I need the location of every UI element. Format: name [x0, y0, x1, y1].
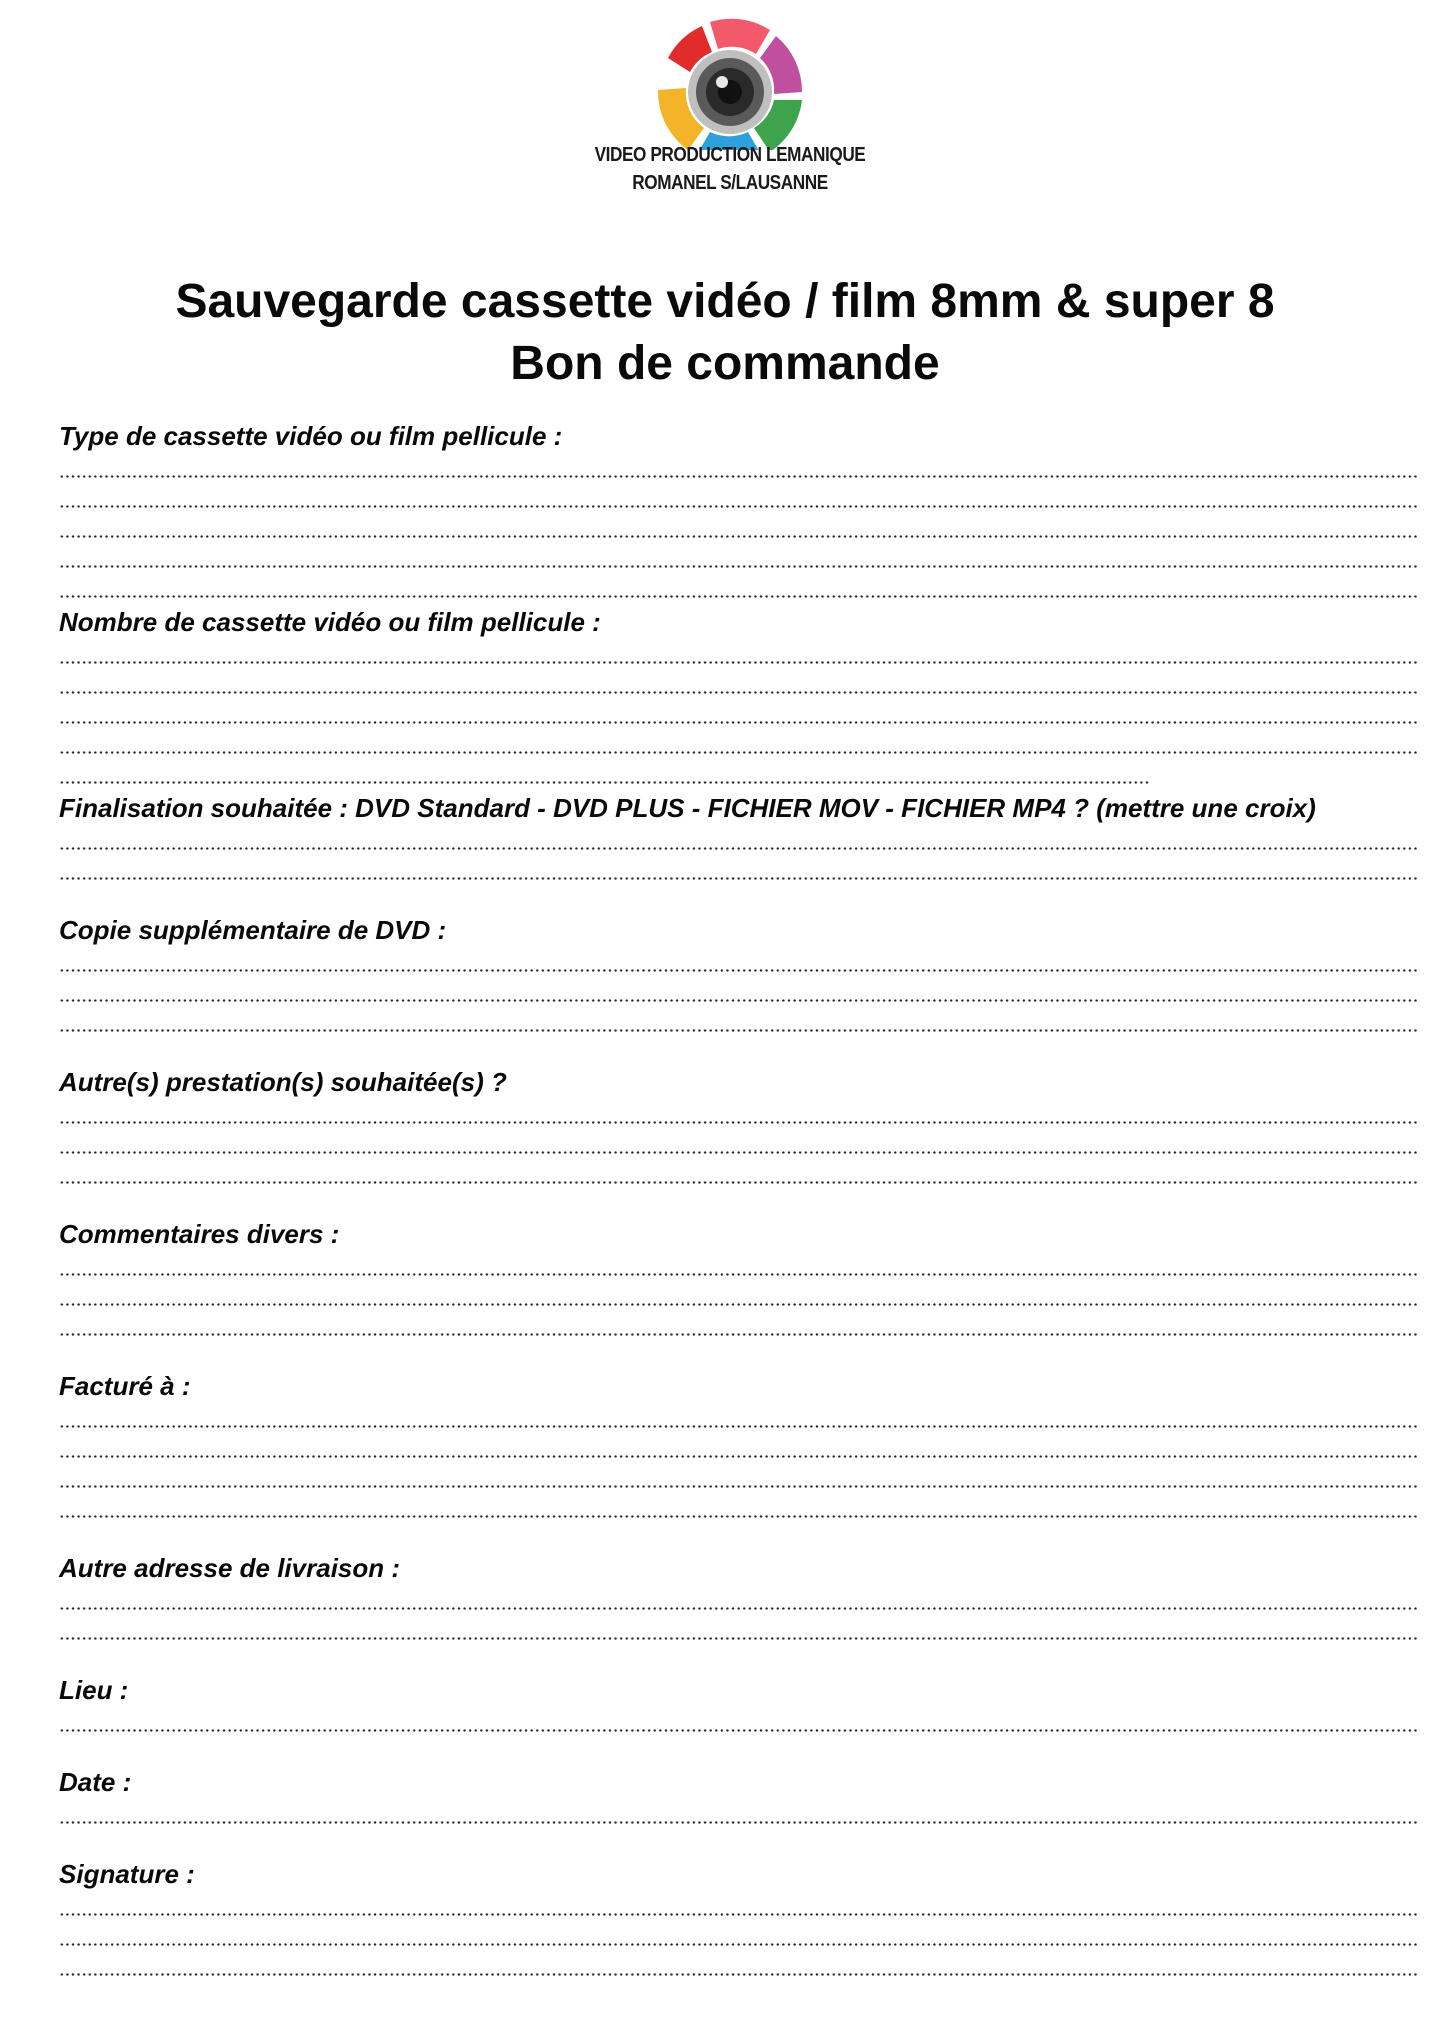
section-signature — [59, 1856, 1419, 1982]
commentaires-line-1[interactable] — [59, 1252, 1419, 1282]
copie-dvd-line-3[interactable] — [59, 1008, 1419, 1038]
company-logo — [560, 0, 900, 210]
page-title: Sauvegarde cassette vidéo / film 8mm & super 8 — [175, 275, 1275, 328]
facture-line-2[interactable] — [59, 1434, 1419, 1464]
camera-lens-logo-icon — [560, 0, 900, 150]
facture-label: Facturé à : — [59, 1371, 191, 1401]
livraison-label: Autre adresse de livraison : — [59, 1553, 401, 1583]
section-copie-dvd — [59, 912, 1419, 1038]
type-cassette-line-2[interactable] — [59, 484, 1419, 514]
signature-line-1[interactable] — [59, 1892, 1419, 1922]
copie-dvd-line-2[interactable] — [59, 978, 1419, 1008]
section-livraison — [59, 1550, 1419, 1646]
autre-prestation-line-2[interactable] — [59, 1130, 1419, 1160]
type-cassette-line-4[interactable] — [59, 544, 1419, 574]
signature-line-3[interactable] — [59, 1952, 1419, 1982]
page-subtitle: Bon de commande — [510, 337, 940, 390]
signature-label: Signature : — [59, 1859, 195, 1889]
date-line-1[interactable] — [59, 1800, 1419, 1830]
section-finalisation — [59, 790, 1419, 886]
nombre-cassette-line-1[interactable] — [59, 640, 1419, 670]
facture-line-3[interactable] — [59, 1464, 1419, 1494]
signature-line-2[interactable] — [59, 1922, 1419, 1952]
copie-dvd-label: Copie supplémentaire de DVD : — [59, 915, 447, 945]
facture-line-4[interactable] — [59, 1494, 1419, 1524]
logo-company-location: ROMANEL S/LAUSANNE — [632, 172, 828, 194]
type-cassette-line-1[interactable] — [59, 454, 1419, 484]
nombre-cassette-line-4[interactable] — [59, 730, 1419, 760]
commentaires-label: Commentaires divers : — [59, 1219, 340, 1249]
section-nombre-cassette — [59, 604, 1419, 790]
finalisation-line-1[interactable] — [59, 826, 1419, 856]
section-facture — [59, 1368, 1419, 1524]
section-autre-prestation — [59, 1064, 1419, 1190]
autre-prestation-label: Autre(s) prestation(s) souhaitée(s) ? — [59, 1067, 507, 1097]
lieu-line-1[interactable] — [59, 1708, 1419, 1738]
autre-prestation-line-3[interactable] — [59, 1160, 1419, 1190]
type-cassette-line-5[interactable] — [59, 574, 1419, 604]
logo-company-name: VIDEO PRODUCTION LEMANIQUE — [594, 144, 866, 166]
finalisation-line-2[interactable] — [59, 856, 1419, 886]
nombre-cassette-line-2[interactable] — [59, 670, 1419, 700]
nombre-cassette-label: Nombre de cassette vidéo ou film pellicule : — [59, 607, 601, 637]
order-form — [59, 418, 1419, 1982]
facture-line-1[interactable] — [59, 1404, 1419, 1434]
nombre-cassette-line-3[interactable] — [59, 700, 1419, 730]
copie-dvd-line-1[interactable] — [59, 948, 1419, 978]
section-type-cassette — [59, 418, 1419, 604]
livraison-line-1[interactable] — [59, 1586, 1419, 1616]
section-date — [59, 1764, 1419, 1830]
livraison-line-2[interactable] — [59, 1616, 1419, 1646]
type-cassette-line-3[interactable] — [59, 514, 1419, 544]
commentaires-line-2[interactable] — [59, 1282, 1419, 1312]
section-commentaires — [59, 1216, 1419, 1342]
nombre-cassette-line-5[interactable] — [59, 760, 1419, 790]
finalisation-label: Finalisation souhaitée : DVD Standard - DVD PLUS - FICHIER MOV - FICHIER MP4 ? (mettre une croix) — [59, 793, 1316, 823]
commentaires-line-3[interactable] — [59, 1312, 1419, 1342]
autre-prestation-line-1[interactable] — [59, 1100, 1419, 1130]
lieu-label: Lieu : — [59, 1675, 129, 1705]
type-cassette-label: Type de cassette vidéo ou film pellicule : — [59, 421, 563, 451]
section-lieu — [59, 1672, 1419, 1738]
date-label: Date : — [59, 1767, 132, 1797]
